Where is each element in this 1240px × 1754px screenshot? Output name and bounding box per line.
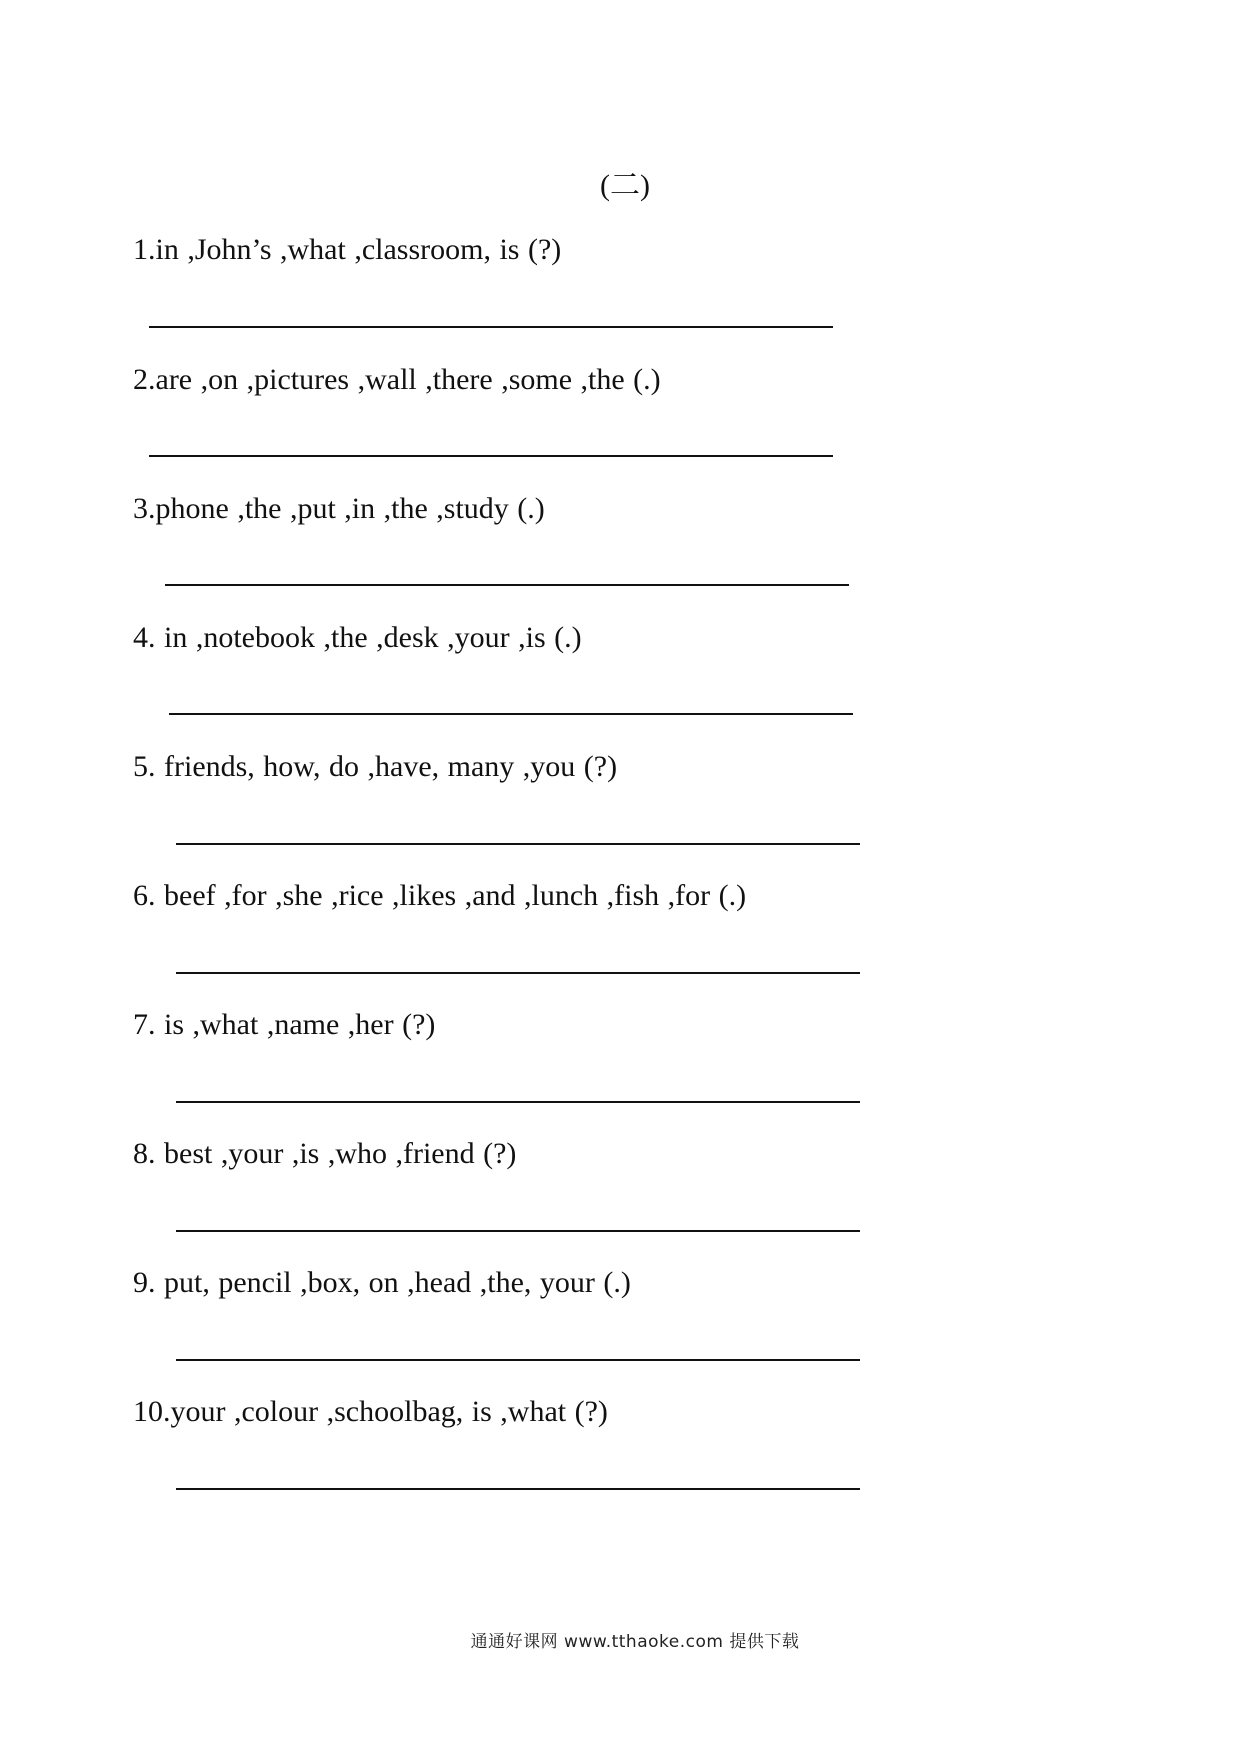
answer-line-1[interactable] (149, 326, 833, 328)
question-7: 7. is ,what ,name ,her (?) (133, 1008, 436, 1041)
question-3: 3.phone ,the ,put ,in ,the ,study (.) (133, 492, 545, 525)
answer-line-7[interactable] (176, 1101, 860, 1103)
answer-line-3[interactable] (165, 584, 849, 586)
answer-line-8[interactable] (176, 1230, 860, 1232)
question-8: 8. best ,your ,is ,who ,friend (?) (133, 1137, 517, 1170)
answer-line-5[interactable] (176, 843, 860, 845)
question-1: 1.in ,John’s ,what ,classroom, is (?) (133, 233, 562, 266)
question-2: 2.are ,on ,pictures ,wall ,there ,some ,the (.) (133, 363, 661, 396)
answer-line-4[interactable] (169, 713, 853, 715)
section-title: (二) (600, 169, 650, 202)
question-4: 4. in ,notebook ,the ,desk ,your ,is (.) (133, 621, 582, 654)
answer-line-9[interactable] (176, 1359, 860, 1361)
question-9: 9. put, pencil ,box, on ,head ,the, your (.) (133, 1266, 631, 1299)
question-10: 10.your ,colour ,schoolbag, is ,what (?) (133, 1395, 608, 1428)
answer-line-6[interactable] (176, 972, 860, 974)
question-5: 5. friends, how, do ,have, many ,you (?) (133, 750, 618, 783)
answer-line-10[interactable] (176, 1488, 860, 1490)
answer-line-2[interactable] (149, 455, 833, 457)
question-6: 6. beef ,for ,she ,rice ,likes ,and ,lunch ,fish ,for (.) (133, 879, 747, 912)
footer-credit: 通通好课网 www.tthaoke.com 提供下载 (470, 1632, 800, 1652)
